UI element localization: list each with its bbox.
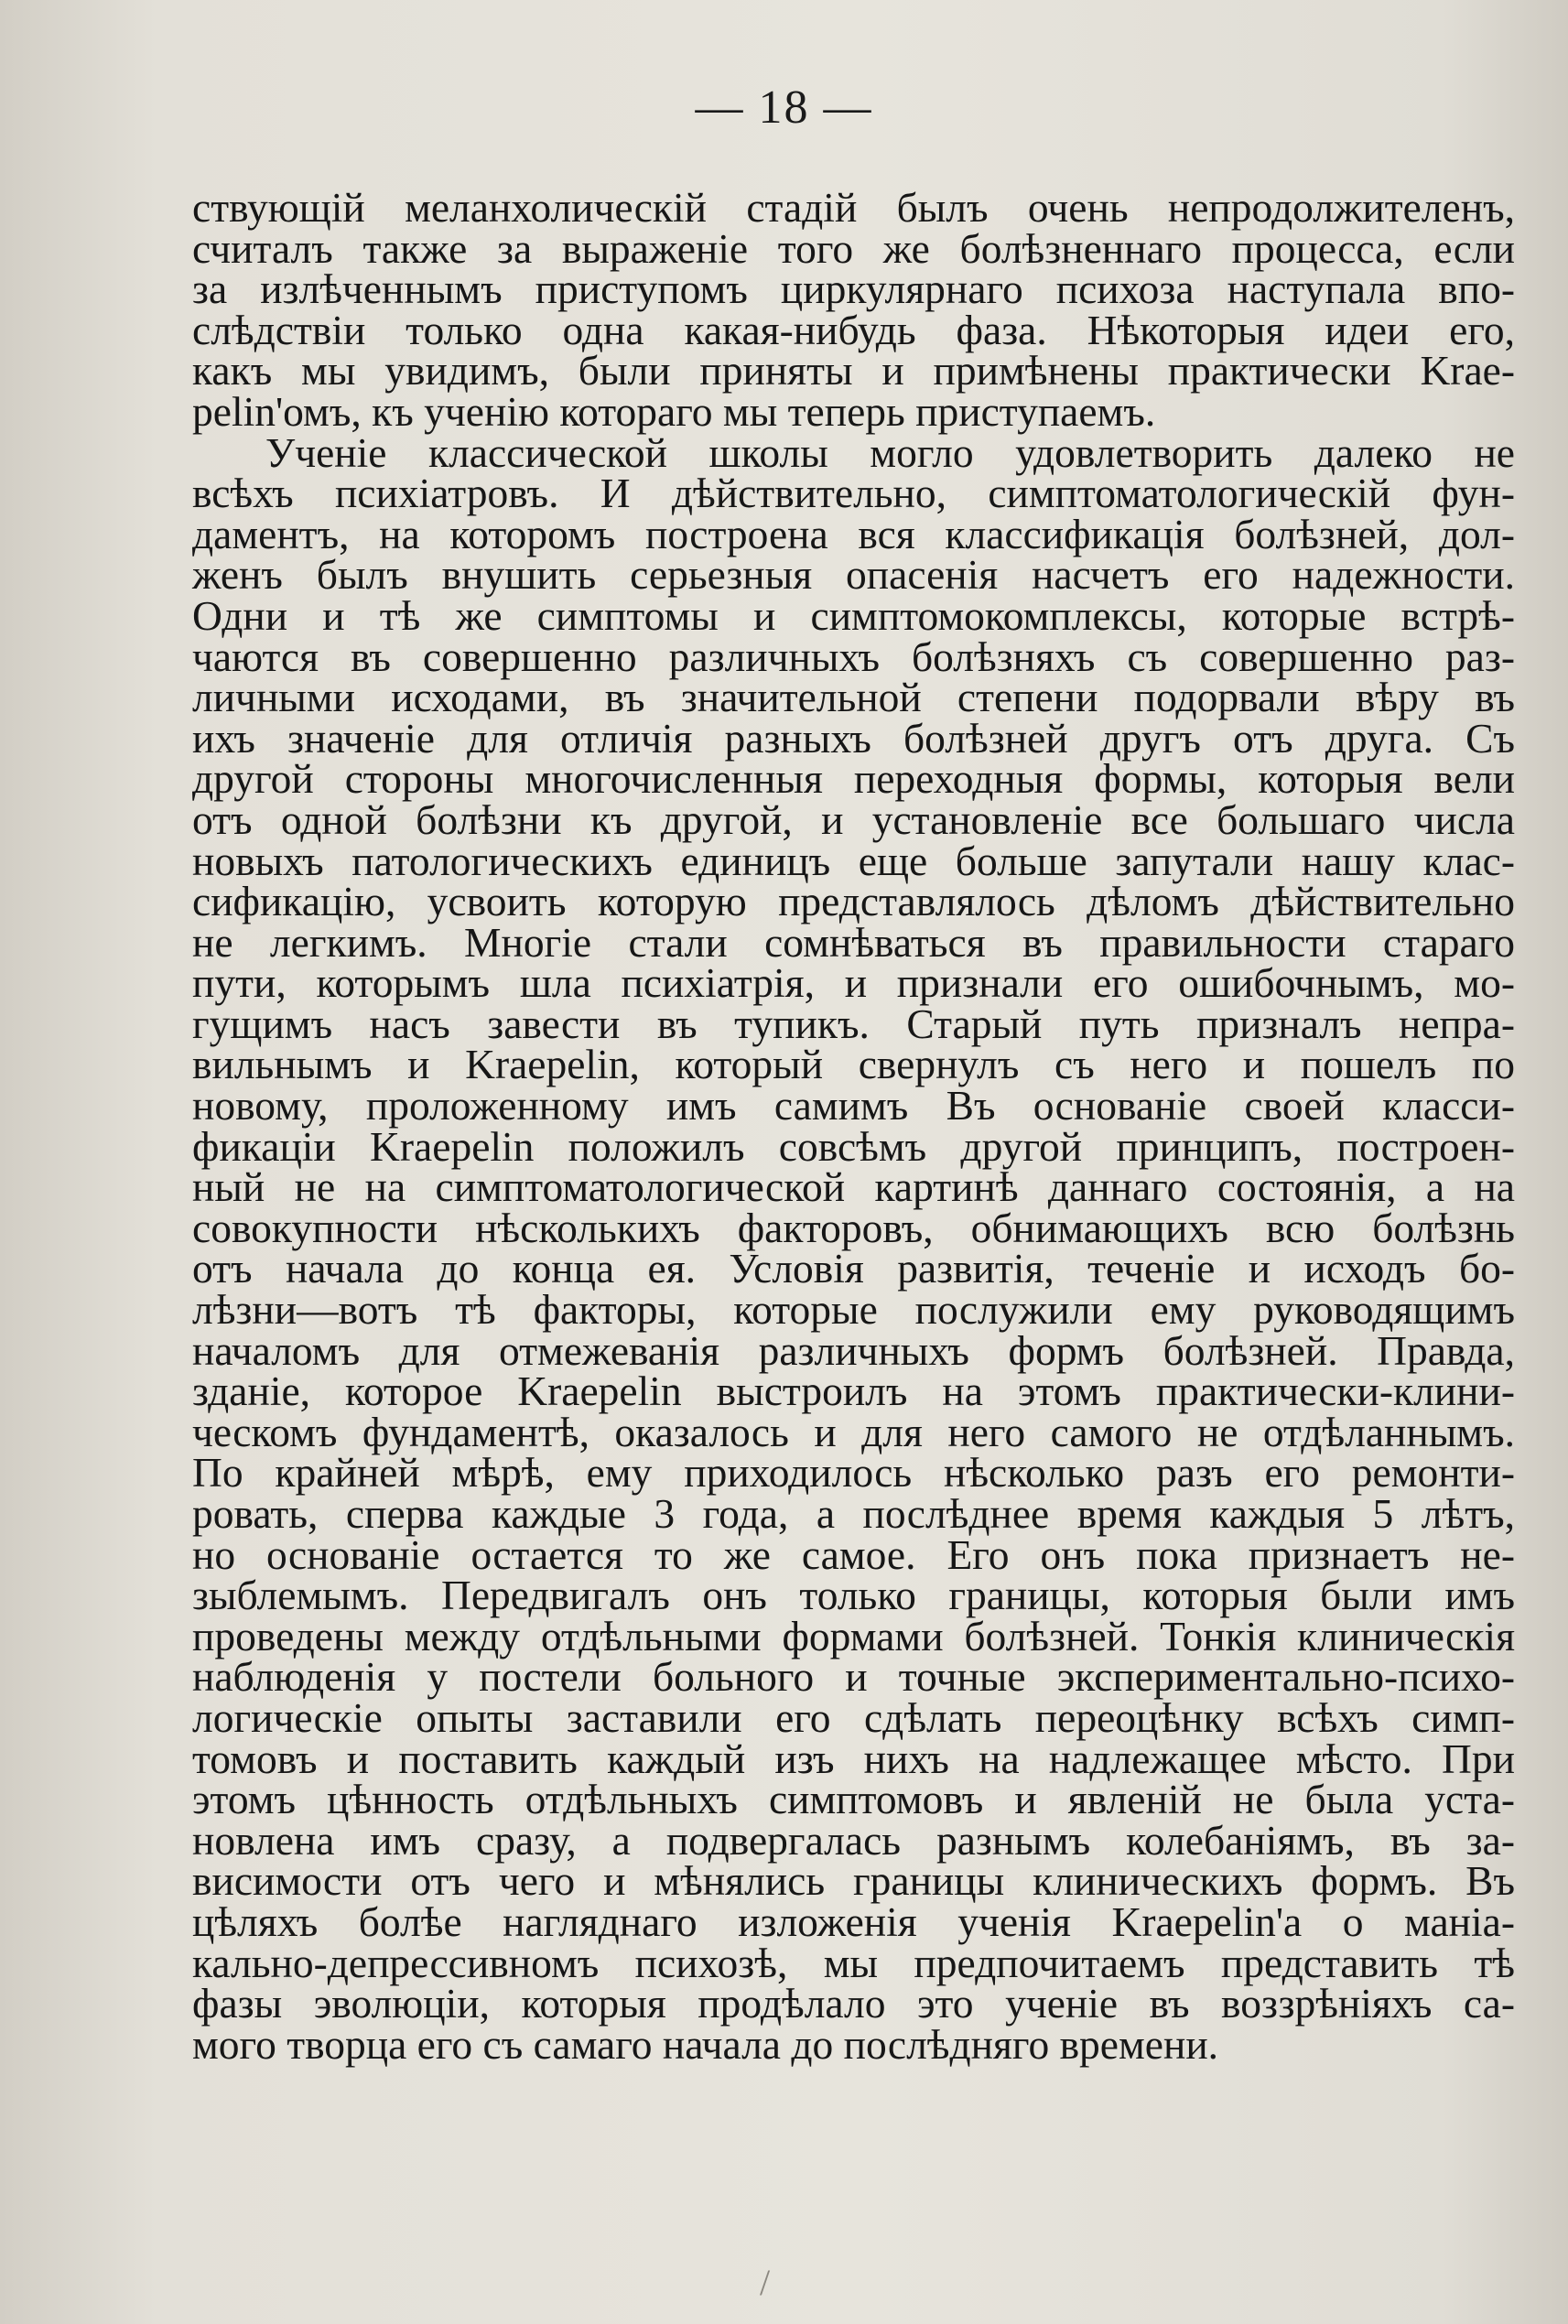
- text-line: гущимъ насъ завести въ тупикъ. Старый путь призналъ непра-: [192, 1000, 1515, 1047]
- text-line: По крайней мѣрѣ, ему приходилось нѣсколько разъ его ремонти-: [192, 1449, 1515, 1497]
- text-line: томовъ и поставить каждый изъ нихъ на надлежащее мѣсто. При: [192, 1735, 1515, 1782]
- text-line: другой стороны многочисленныя переходныя формы, которыя вели: [192, 755, 1515, 803]
- text-line: личными исходами, въ значительной степени подорвали вѣру въ: [192, 674, 1515, 721]
- text-line: какъ мы увидимъ, были приняты и примѣнены практически Krae-: [192, 347, 1515, 395]
- text-line: логическіе опыты заставили его сдѣлать переоцѣнку всѣхъ симп-: [192, 1693, 1515, 1741]
- text-line: ческомъ фундаментѣ, оказалось и для него самого не отдѣланнымъ.: [192, 1408, 1515, 1455]
- text-line: Одни и тѣ же симптомы и симптомокомплексы, которые встрѣ-: [192, 591, 1515, 639]
- text-line: ствующій меланхолическій стадій былъ очень непродолжителенъ,: [192, 184, 1515, 231]
- paper-speck: /: [760, 2262, 771, 2303]
- text-line: пути, которымъ шла психіатрія, и признали его ошибочнымъ, мо-: [192, 959, 1515, 1007]
- text-line: не легкимъ. Многіе стали сомнѣваться въ правильности стараго: [192, 918, 1515, 966]
- text-line: женъ былъ внушить серьезныя опасенія насчетъ его надежности.: [192, 551, 1515, 599]
- text-line: лѣзни—вотъ тѣ факторы, которые послужили ему руководящимъ: [192, 1286, 1515, 1334]
- text-line: кально-депрессивномъ психозѣ, мы предпочитаемъ представить тѣ: [192, 1939, 1515, 1986]
- text-line: наблюденія у постели больного и точные экспериментально-психо-: [192, 1653, 1515, 1701]
- text-line: сификацію, усвоить которую представлялось дѣломъ дѣйствительно: [192, 878, 1515, 925]
- text-line: но основаніе остается то же самое. Его онъ пока признаетъ не-: [192, 1530, 1515, 1578]
- text-line: новлена имъ сразу, а подвергалась разнымъ колебаніямъ, въ за-: [192, 1816, 1515, 1864]
- text-line: зыблемымъ. Передвигалъ онъ только границы, которыя были имъ: [192, 1572, 1515, 1619]
- text-line: считалъ также за выраженіе того же болѣзненнаго процесса, если: [192, 224, 1515, 272]
- text-line: проведены между отдѣльными формами болѣзней. Тонкія клиническія: [192, 1612, 1515, 1659]
- text-line: ный не на симптоматологической картинѣ даннаго состоянія, а на: [192, 1163, 1515, 1211]
- text-line: цѣляхъ болѣе нагляднаго изложенія ученія Kraepelin'а о маніа-: [192, 1897, 1515, 1945]
- text-line: отъ одной болѣзни къ другой, и установленіе все большаго числа: [192, 795, 1515, 843]
- page-number: — 18 —: [695, 81, 873, 134]
- text-line: совокупности нѣсколькихъ факторовъ, обнимающихъ всю болѣзнь: [192, 1204, 1515, 1251]
- text-line: мого творца его съ самаго начала до послѣдняго времени.: [192, 2020, 1219, 2068]
- text-line: отъ начала до конца ея. Условія развитія, теченіе и исходъ бо-: [192, 1245, 1515, 1292]
- text-line: слѣдствіи только одна какая-нибудь фаза. Нѣкоторыя идеи его,: [192, 306, 1515, 353]
- text-line: ровать, сперва каждые 3 года, а послѣднее время каждыя 5 лѣтъ,: [192, 1490, 1515, 1537]
- text-line: Ученіе классической школы могло удовлетворить далеко не: [265, 428, 1515, 476]
- text-line: за излѣченнымъ приступомъ циркулярнаго психоза наступала впо-: [192, 265, 1515, 313]
- text-line: фикаціи Kraepelin положилъ совсѣмъ другой принципъ, построен-: [192, 1122, 1515, 1170]
- text-line: висимости отъ чего и мѣнялись границы клиническихъ формъ. Въ: [192, 1857, 1515, 1905]
- text-line: pelin'омъ, къ ученію котораго мы теперь приступаемъ.: [192, 387, 1156, 435]
- text-line: фазы эволюціи, которыя продѣлало это ученіе въ воззрѣніяхъ са-: [192, 1980, 1515, 2027]
- text-line: всѣхъ психіатровъ. И дѣйствительно, симптоматологическій фун-: [192, 470, 1515, 517]
- text-line: ихъ значеніе для отличія разныхъ болѣзней другъ отъ друга. Съ: [192, 714, 1515, 762]
- text-line: зданіе, которое Kraepelin выстроилъ на этомъ практически-клини-: [192, 1367, 1515, 1415]
- text-line: этомъ цѣнность отдѣльныхъ симптомовъ и явленій не была уста-: [192, 1776, 1515, 1823]
- text-line: новыхъ патологическихъ единицъ еще больше запутали нашу клас-: [192, 837, 1515, 884]
- text-line: вильнымъ и Kraepelin, который свернулъ съ него и пошелъ по: [192, 1041, 1515, 1088]
- paragraph-1: [192, 184, 1515, 435]
- text-line: новому, проложенному имъ самимъ Въ основаніе своей класси-: [192, 1082, 1515, 1130]
- paragraph-2: [192, 428, 1515, 2068]
- text-line: чаются въ совершенно различныхъ болѣзняхъ съ совершенно раз-: [192, 632, 1515, 680]
- text-line: даментъ, на которомъ построена вся классификація болѣзней, дол-: [192, 510, 1515, 557]
- body-text: [192, 184, 1515, 2068]
- text-line: началомъ для отмежеванія различныхъ формъ болѣзней. Правда,: [192, 1326, 1515, 1374]
